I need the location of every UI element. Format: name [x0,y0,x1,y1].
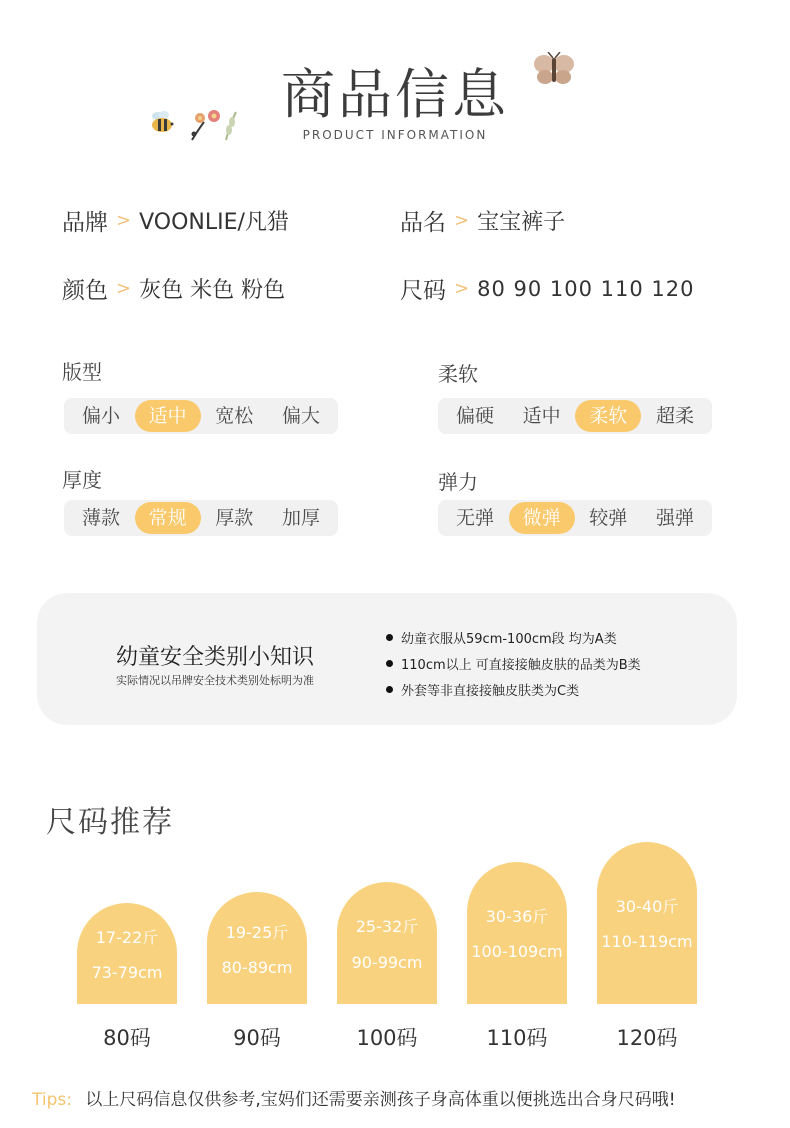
size-height: 73-79cm [91,963,163,982]
softness-scale [438,398,712,434]
name-row [400,204,565,237]
page-subtitle: PRODUCT INFORMATION [302,128,488,142]
size-recommendation-title: 尺码推荐 [46,805,174,840]
color-label: 颜色 [62,278,108,304]
safety-bullet-text: 110cm以上 可直接接触皮肤的品类为B类 [401,658,641,673]
chevron-right-icon: > [454,210,470,231]
safety-bullet [386,680,579,699]
size-weight: 30-40斤 [615,897,679,916]
size-weight: 19-25斤 [225,923,289,942]
safety-title: 幼童安全类别小知识 [116,645,315,670]
bee-icon [148,110,176,134]
size-card [597,842,697,1004]
bullet-dot-icon [386,634,393,641]
softness-option: 超柔 [655,405,694,427]
size-height: 80-89cm [221,958,293,977]
page-title: 商品信息 [281,63,509,126]
safety-bullet-text: 幼童衣服从59cm-100cm段 均为A类 [401,632,617,647]
tips-note [32,1085,676,1110]
fit-option: 偏小 [81,405,120,427]
thickness-scale [64,500,338,536]
size-label: 110码 [486,1026,548,1050]
softness-option: 柔软 [575,400,641,432]
tips-text: 以上尺码信息仅供参考,宝妈们还需要亲测孩子身高体重以便挑选出合身尺码哦! [85,1090,676,1110]
size-weight: 17-22斤 [95,928,159,947]
size-height: 90-99cm [351,953,423,972]
elasticity-option: 较弹 [589,507,628,529]
thickness-option: 薄款 [81,507,120,529]
color-value: 灰色 米色 粉色 [139,278,286,303]
name-value: 宝宝裤子 [477,210,566,235]
size-value: 80 90 100 110 120 [477,276,695,301]
size-weight: 25-32斤 [355,917,419,936]
butterfly-icon [533,52,575,86]
fit-option: 适中 [135,400,201,432]
brand-row [62,204,289,237]
safety-subtitle: 实际情况以吊牌安全技术类别处标明为准 [116,674,314,687]
tips-label: Tips: [32,1090,72,1110]
size-label: 100码 [356,1026,418,1050]
chevron-right-icon: > [116,210,132,231]
elasticity-option: 微弹 [509,502,575,534]
size-card [77,903,177,1004]
fit-option: 偏大 [281,405,320,427]
thickness-option: 常规 [135,502,201,534]
size-label: 90码 [233,1026,281,1050]
size-height: 110-119cm [601,932,693,951]
size-label: 120码 [616,1026,678,1050]
name-label: 品名 [400,210,446,236]
thickness-option: 厚款 [215,507,254,529]
color-row [62,272,285,305]
softness-title: 柔软 [438,362,478,386]
softness-option: 适中 [522,405,561,427]
size-card [337,882,437,1004]
size-card [467,862,567,1004]
brand-value: VOONLIE/凡猎 [139,210,289,235]
chevron-right-icon: > [116,278,132,299]
chevron-right-icon: > [454,278,470,299]
thickness-option: 加厚 [281,507,320,529]
bullet-dot-icon [386,686,393,693]
safety-bullet [386,628,617,647]
size-label: 尺码 [400,278,446,304]
bullet-dot-icon [386,660,393,667]
elasticity-option: 无弹 [455,507,494,529]
fit-title: 版型 [62,360,102,384]
elasticity-scale [438,500,712,536]
size-card [207,892,307,1004]
softness-option: 偏硬 [455,405,494,427]
size-height: 100-109cm [471,942,563,961]
safety-bullet [386,654,641,673]
size-row [400,272,695,305]
fit-scale [64,398,338,434]
flower-sprig-icon [186,106,242,142]
safety-bullet-text: 外套等非直接接触皮肤类为C类 [401,684,580,699]
fit-option: 宽松 [215,405,254,427]
size-weight: 30-36斤 [485,907,549,926]
elasticity-option: 强弹 [655,507,694,529]
brand-label: 品牌 [62,210,108,236]
thickness-title: 厚度 [62,468,102,492]
elasticity-title: 弹力 [438,470,478,494]
size-label: 80码 [103,1026,151,1050]
